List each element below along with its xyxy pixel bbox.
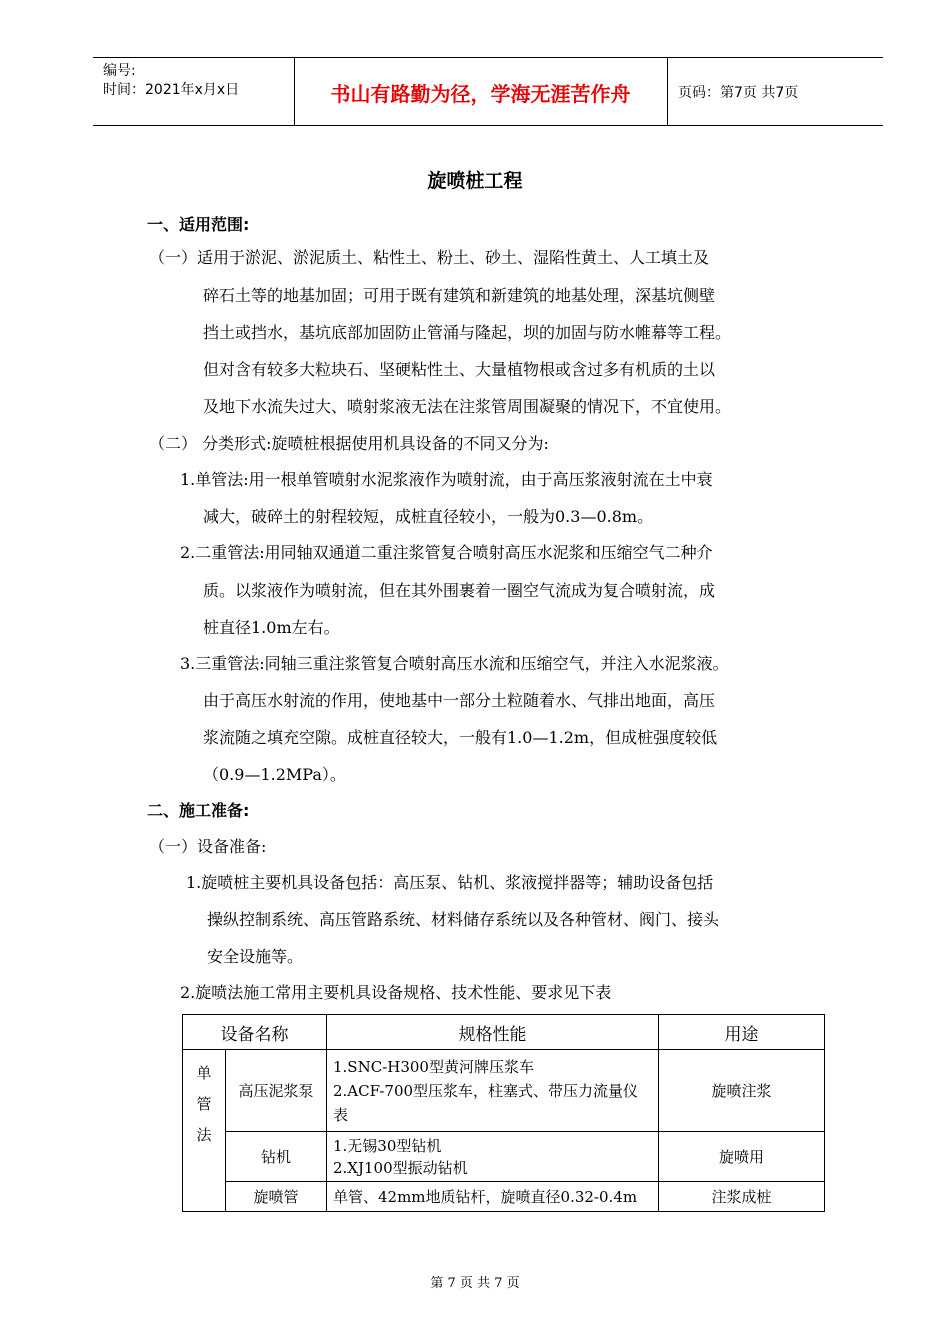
subsection-heading: （一）设备准备:	[149, 837, 267, 856]
list-item-line: 浆流随之填充空隙。成桩直径较大，一般有1.0—1.2m，但成桩强度较低	[203, 728, 718, 747]
list-item-line: 2.旋喷法施工常用主要机具设备规格、技术性能、要求见下表	[180, 983, 612, 1002]
spec-line: 2.XJ100型振动钻机	[333, 1158, 468, 1177]
paragraph-line: 碎石土等的地基加固；可用于既有建筑和新建筑的地基处理，深基坑侧壁	[203, 286, 716, 305]
document-title: 旋喷桩工程	[427, 170, 523, 192]
equipment-name: 钻机	[226, 1132, 327, 1182]
equipment-name: 旋喷管	[226, 1182, 327, 1212]
section1-heading: 一、适用范围:	[147, 215, 250, 234]
paragraph-line: 但对含有较多大粒块石、坚硬粘性土、大量植物根或含过多有机质的土以	[203, 360, 716, 379]
equipment-spec	[327, 1182, 659, 1212]
table-row	[183, 1182, 825, 1212]
paragraph-line: 挡土或挡水，基坑底部加固防止管涌与隆起，坝的加固与防水帷幕等工程。	[203, 323, 732, 342]
page-footer: 第 7 页 共 7 页	[430, 1276, 520, 1291]
spec-line: 单管、42mm地质钻杆，旋喷直径0.32-0.4m	[333, 1188, 638, 1206]
list-item-line: （0.9—1.2MPa）。	[203, 765, 346, 784]
list-item-line: 操纵控制系统、高压管路系统、材料储存系统以及各种管材、阀门、接头	[207, 910, 720, 929]
table-header-cell: 规格性能	[327, 1015, 659, 1050]
header-page-label: 页码：第7页 共7页	[678, 85, 799, 101]
table-row	[183, 1050, 825, 1132]
list-item-line: 2.二重管法:用同轴双通道二重注浆管复合喷射高压水泥浆和压缩空气二种介	[180, 543, 713, 562]
spec-line: 2.ACF-700型压浆车，柱塞式、带压力流量仪表	[333, 1081, 639, 1124]
equipment-use: 旋喷注浆	[659, 1050, 825, 1132]
list-item-line: 3.三重管法:同轴三重注浆管复合喷射高压水流和压缩空气，并注入水泥浆液。	[180, 654, 729, 673]
equipment-spec	[327, 1132, 659, 1182]
header-meta	[103, 62, 239, 100]
equipment-table	[182, 1014, 825, 1212]
number-label: 编号:	[103, 63, 136, 79]
paragraph-line: 及地下水流失过大、喷射浆液无法在注浆管周围凝聚的情况下，不宜使用。	[203, 397, 732, 416]
list-item-line: 桩直径1.0m左右。	[203, 618, 340, 637]
equipment-spec	[327, 1050, 659, 1132]
list-item-line: 质。以浆液作为喷射流，但在其外围裹着一圈空气流成为复合喷射流，成	[203, 581, 716, 600]
group-cell: 单 管 法	[183, 1050, 226, 1212]
spec-line: 1.无锡30型钻机	[333, 1136, 442, 1155]
list-item-line: 1.单管法:用一根单管喷射水泥浆液作为喷射流，由于高压浆液射流在土中衰	[180, 470, 713, 489]
paragraph-line: （一）适用于淤泥、淤泥质土、粘性土、粉土、砂土、湿陷性黄土、人工填土及	[149, 248, 710, 267]
table-header-cell: 设备名称	[183, 1015, 327, 1050]
header-motto: 书山有路勤为径，学海无涯苦作舟	[330, 82, 631, 106]
page-header	[93, 57, 883, 126]
time-label: 时间：2021年x月x日	[103, 82, 240, 98]
equipment-use: 旋喷用	[659, 1132, 825, 1182]
list-item-line: 安全设施等。	[207, 947, 304, 966]
equipment-name: 高压泥浆泵	[226, 1050, 327, 1132]
paragraph-line: （二） 分类形式:旋喷桩根据使用机具设备的不同又分为:	[149, 434, 549, 453]
section2-heading: 二、施工准备:	[147, 801, 250, 820]
table-row	[183, 1132, 825, 1182]
equipment-use: 注浆成桩	[659, 1182, 825, 1212]
list-item-line: 1.旋喷桩主要机具设备包括：高压泵、钻机、浆液搅拌器等；辅助设备包括	[186, 873, 714, 892]
table-header-row	[183, 1015, 825, 1050]
list-item-line: 减大，破碎土的射程较短，成桩直径较小，一般为0.3—0.8m。	[203, 507, 654, 526]
table-header-cell: 用途	[659, 1015, 825, 1050]
spec-line: 1.SNC-H300型黄河牌压浆车	[333, 1057, 534, 1076]
header-divider	[667, 58, 668, 125]
list-item-line: 由于高压水射流的作用，使地基中一部分土粒随着水、气排出地面，高压	[203, 691, 716, 710]
